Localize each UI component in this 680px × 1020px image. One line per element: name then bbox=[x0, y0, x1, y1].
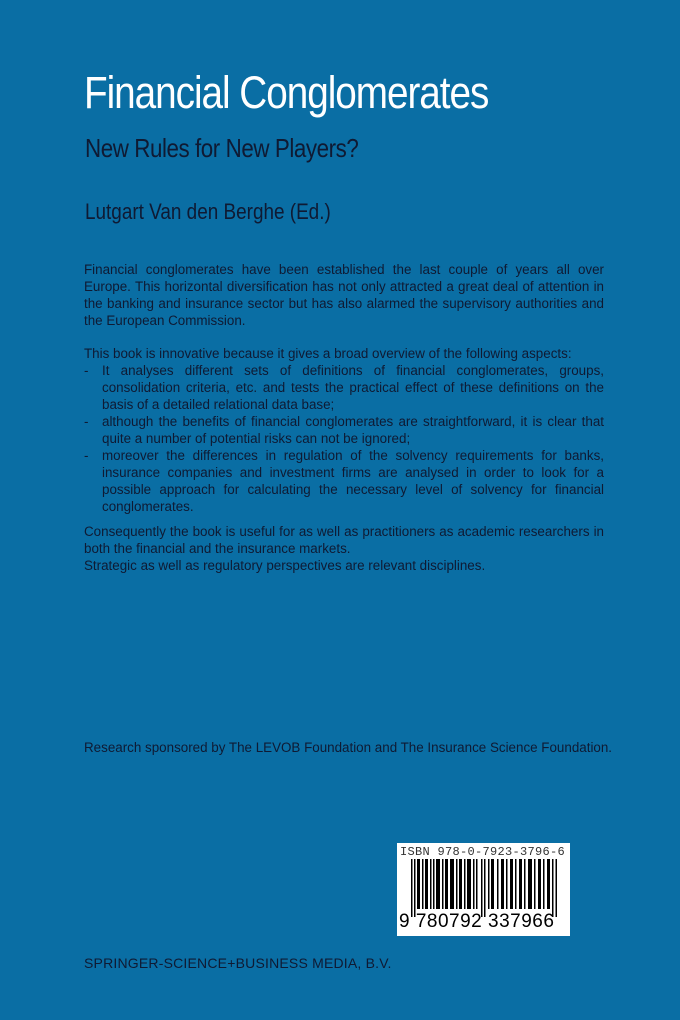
blurb-paragraph-2 bbox=[84, 345, 604, 515]
isbn-barcode bbox=[397, 843, 570, 936]
book-editor: Lutgart Van den Berghe (Ed.) bbox=[85, 199, 331, 224]
list-item-text: although the benefits of financial conglomerates are straightforward, it is clear that quite a number of potential risks can not be ignored; bbox=[102, 414, 604, 446]
list-item bbox=[84, 362, 604, 413]
aspects-list bbox=[84, 362, 604, 515]
publisher-imprint: SPRINGER-SCIENCE+BUSINESS MEDIA, B.V. bbox=[84, 955, 392, 971]
book-subtitle: New Rules for New Players? bbox=[85, 133, 359, 163]
list-item bbox=[84, 447, 604, 515]
list-item-text: moreover the differences in regulation of the solvency requirements for banks, insurance companies and investment firms are analysed in order to look for a possible approach for calculating the necessary level of solvency for financial conglomerates. bbox=[102, 448, 604, 514]
list-item-text: It analyses different sets of definitions of financial conglomerates, groups, consolidation criteria, etc. and tests the practical effect of these definitions on the basis of a detailed relational data base; bbox=[102, 363, 604, 412]
bullet-dash: - bbox=[84, 448, 89, 463]
barcode-icon bbox=[411, 859, 559, 917]
book-title: Financial Conglomerates bbox=[84, 67, 489, 118]
blurb-intro: This book is innovative because it gives a broad overview of the following aspects: bbox=[84, 346, 572, 361]
list-item bbox=[84, 413, 604, 447]
bullet-dash: - bbox=[84, 414, 89, 429]
sponsor-note: Research sponsored by The LEVOB Foundation and The Insurance Science Foundation. bbox=[84, 740, 613, 755]
blurb-text: Financial conglomerates have been established the last couple of years all over Europe. This horizontal diversification has not only attracted a great deal of attention in the banking and insurance sector but has also alarmed the supervisory authorities and the European Commission. bbox=[84, 262, 604, 328]
ean-digits: 9 780792 337966 bbox=[399, 911, 555, 932]
blurb-text: Strategic as well as regulatory perspectives are relevant disciplines. bbox=[84, 558, 486, 573]
bullet-dash: - bbox=[84, 363, 89, 378]
blurb-paragraph-3 bbox=[84, 523, 604, 574]
blurb-text: Consequently the book is useful for as well as practitioners as academic researchers in both the financial and the insurance markets. bbox=[84, 524, 604, 556]
isbn-label: ISBN 978-0-7923-3796-6 bbox=[400, 845, 566, 859]
blurb-paragraph-1 bbox=[84, 261, 604, 329]
